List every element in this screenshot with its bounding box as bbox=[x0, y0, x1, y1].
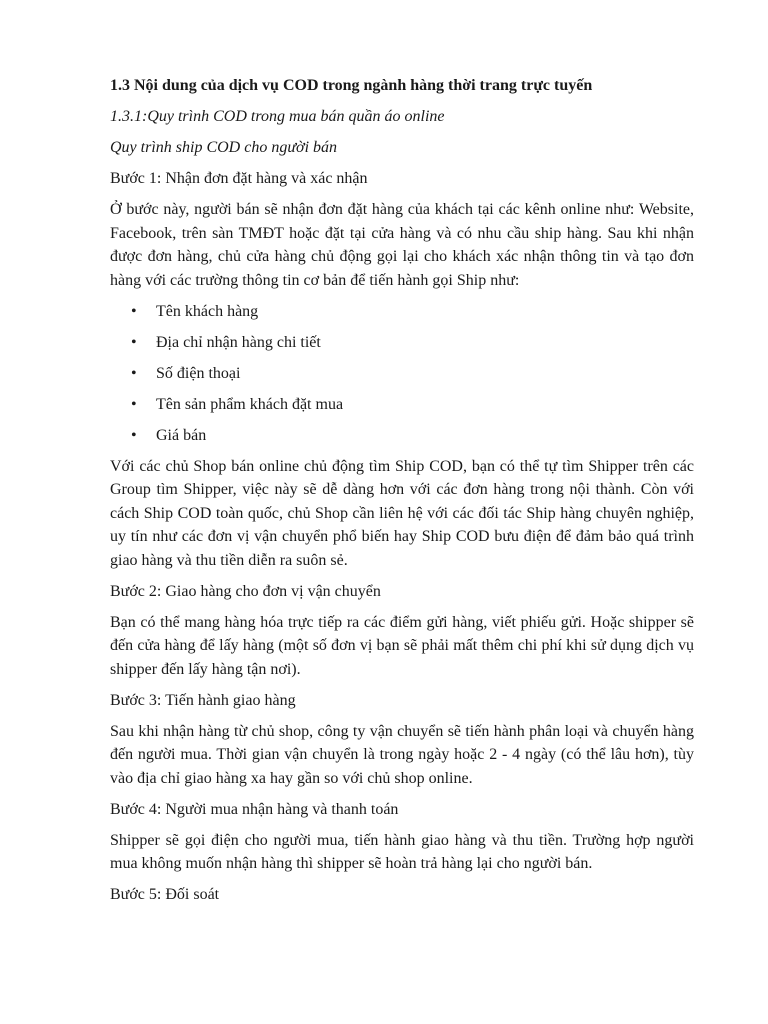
step-1-body: Ở bước này, người bán sẽ nhận đơn đặt hàng của khách tại các kênh online như: Website, Facebook, trên sàn TMĐT hoặc đặt tại cửa hàng và có nhu cầu ship hàng. Sau khi nhận được đơn hàng, chủ cửa hàng chủ động gọi lại cho khách xác nhận thông tin và tạo đơn hàng với các trường thông tin cơ bản để tiến hành gọi Ship như: bbox=[110, 201, 694, 289]
order-info-list bbox=[110, 300, 694, 448]
list-item bbox=[110, 393, 694, 417]
list-item bbox=[110, 331, 694, 355]
list-item bbox=[110, 362, 694, 386]
step-3-title: Bước 3: Tiến hành giao hàng bbox=[110, 691, 296, 709]
list-item-text: Tên sản phẩm khách đặt mua bbox=[156, 395, 344, 413]
list-item-text: Giá bán bbox=[156, 426, 207, 444]
step-2-title: Bước 2: Giao hàng cho đơn vị vận chuyển bbox=[110, 582, 381, 600]
step-2-body: Bạn có thể mang hàng hóa trực tiếp ra các điểm gửi hàng, viết phiếu gửi. Hoặc shipper sẽ đến cửa hàng để lấy hàng (một số đơn vị bạn sẽ phải mất thêm chi phí khi sử dụng dịch vụ shipper đến lấy hàng tận nơi). bbox=[110, 613, 694, 678]
list-item bbox=[110, 424, 694, 448]
step-1-title: Bước 1: Nhận đơn đặt hàng và xác nhận bbox=[110, 170, 368, 187]
bullet-marker: • bbox=[131, 333, 137, 351]
step-3-body: Sau khi nhận hàng từ chủ shop, công ty vận chuyển sẽ tiến hành phân loại và chuyển hàng đến người mua. Thời gian vận chuyển là trong ngày hoặc 2 - 4 ngày (có thể lâu hơn), tùy vào địa chỉ giao hàng xa hay gần so với chủ shop online. bbox=[110, 722, 694, 787]
section-heading: 1.3 Nội dung của dịch vụ COD trong ngành hàng thời trang trực tuyến bbox=[110, 77, 593, 94]
step-1-followup: Với các chủ Shop bán online chủ động tìm Ship COD, bạn có thể tự tìm Shipper trên các Group tìm Shipper, việc này sẽ dễ dàng hơn với các đơn hàng trong nội thành. Còn với cách Ship COD toàn quốc, chủ Shop cần liên hệ với các đối tác Ship hàng chuyên nghiệp, uy tín như các đơn vị vận chuyển phổ biến hay Ship COD bưu điện để đảm bảo quá trình giao hàng và thu tiền diễn ra suôn sẻ. bbox=[110, 457, 694, 569]
bullet-marker: • bbox=[131, 426, 137, 444]
bullet-marker: • bbox=[131, 302, 137, 320]
document-page bbox=[110, 74, 694, 914]
list-item-text: Tên khách hàng bbox=[156, 302, 259, 320]
step-4-body: Shipper sẽ gọi điện cho người mua, tiến hành giao hàng và thu tiền. Trường hợp người mua không muốn nhận hàng thì shipper sẽ hoàn trả hàng lại cho người bán. bbox=[110, 831, 694, 872]
bullet-marker: • bbox=[131, 364, 137, 382]
list-item-text: Số điện thoại bbox=[156, 364, 241, 382]
list-item-text: Địa chỉ nhận hàng chi tiết bbox=[156, 333, 321, 351]
step-5-title: Bước 5: Đối soát bbox=[110, 886, 220, 903]
list-item bbox=[110, 300, 694, 324]
step-4-title: Bước 4: Người mua nhận hàng và thanh toán bbox=[110, 800, 399, 818]
subsubsection-heading: Quy trình ship COD cho người bán bbox=[110, 139, 338, 156]
bullet-marker: • bbox=[131, 395, 137, 413]
subsection-heading: 1.3.1:Quy trình COD trong mua bán quần áo online bbox=[110, 108, 445, 125]
